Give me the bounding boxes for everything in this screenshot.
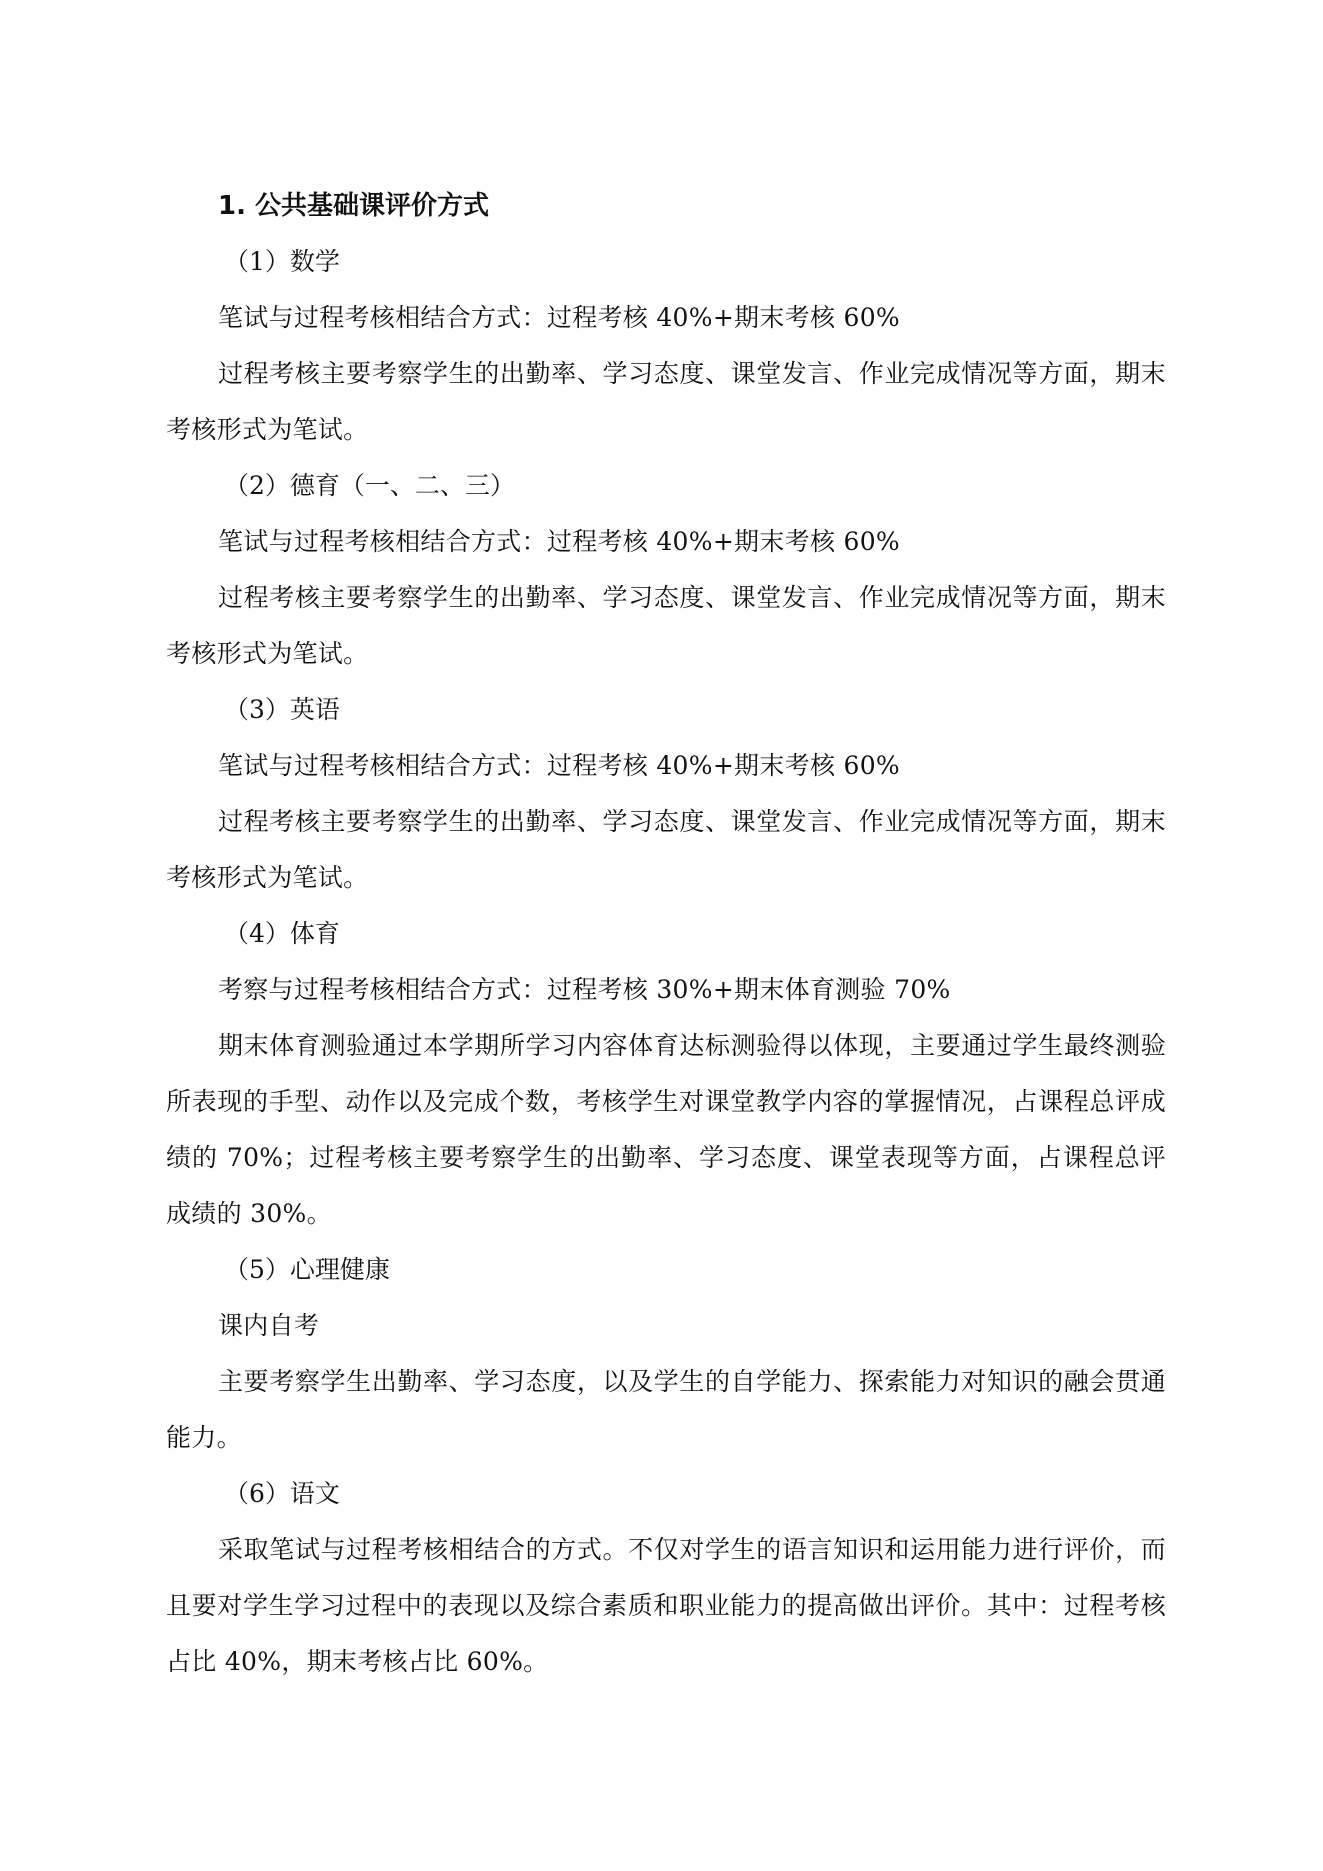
document-body xyxy=(166,178,1166,1690)
moral-method: 笔试与过程考核相结合方式：过程考核 40%+期末考核 60% xyxy=(218,527,900,556)
pe-title: （4）体育 xyxy=(224,919,340,948)
chinese-description: 采取笔试与过程考核相结合的方式。不仅对学生的语言知识和运用能力进行评价，而且要对学生学习过程中的表现以及综合素质和职业能力的提高做出评价。其中：过程考核占比 40%，期末考核占比 60%。 xyxy=(166,1535,1166,1676)
math-method: 笔试与过程考核相结合方式：过程考核 40%+期末考核 60% xyxy=(218,303,900,332)
moral-description: 过程考核主要考察学生的出勤率、学习态度、课堂发言、作业完成情况等方面，期末考核形式为笔试。 xyxy=(166,583,1166,668)
pe-description: 期末体育测验通过本学期所学习内容体育达标测验得以体现，主要通过学生最终测验所表现的手型、动作以及完成个数，考核学生对课堂教学内容的掌握情况，占课程总评成绩的 70%；过程考核主要考察学生的出勤率、学习态度、课堂表现等方面，占课程总评成绩的 30%。 xyxy=(166,1031,1166,1228)
english-title: （3）英语 xyxy=(224,695,340,724)
mental-title: （5）心理健康 xyxy=(224,1255,390,1284)
math-description: 过程考核主要考察学生的出勤率、学习态度、课堂发言、作业完成情况等方面，期末考核形式为笔试。 xyxy=(166,359,1166,444)
mental-method: 课内自考 xyxy=(218,1311,320,1340)
mental-description: 主要考察学生出勤率、学习态度，以及学生的自学能力、探索能力对知识的融会贯通能力。 xyxy=(166,1367,1166,1452)
moral-title: （2）德育（一、二、三） xyxy=(224,471,515,500)
english-description: 过程考核主要考察学生的出勤率、学习态度、课堂发言、作业完成情况等方面，期末考核形式为笔试。 xyxy=(166,807,1166,892)
math-title: （1）数学 xyxy=(224,247,340,276)
section-heading: 1. 公共基础课评价方式 xyxy=(218,191,490,221)
pe-method: 考察与过程考核相结合方式：过程考核 30%+期末体育测验 70% xyxy=(218,975,951,1004)
chinese-title: （6）语文 xyxy=(224,1479,340,1508)
english-method: 笔试与过程考核相结合方式：过程考核 40%+期末考核 60% xyxy=(218,751,900,780)
